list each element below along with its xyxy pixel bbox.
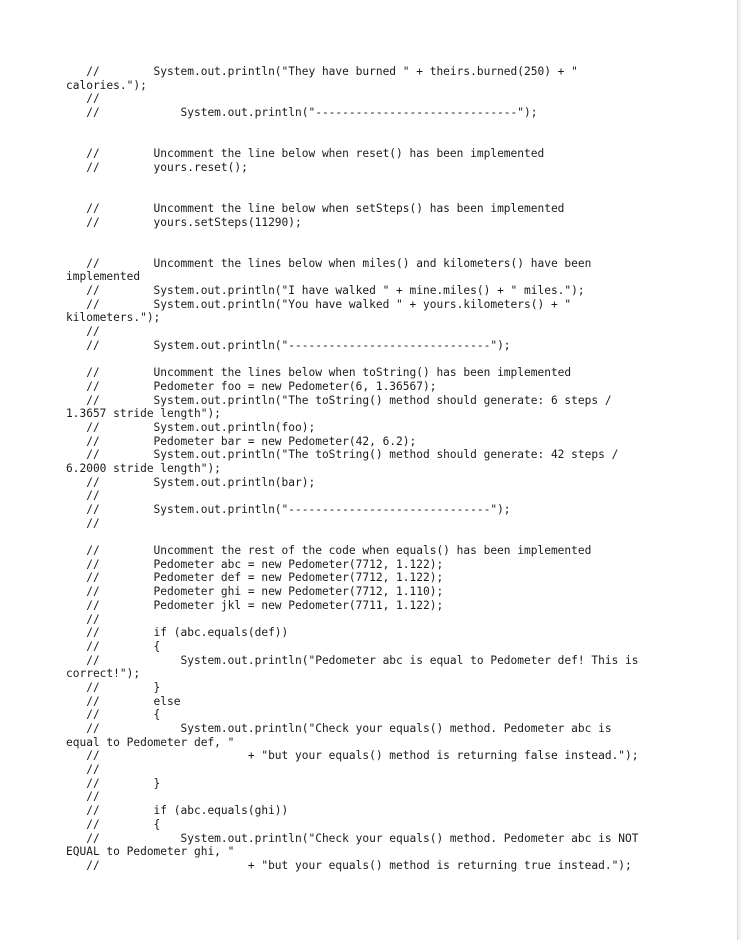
code-line xyxy=(66,530,639,544)
code-line: // xyxy=(66,92,100,106)
code-line: // Pedometer jkl = new Pedometer(7711, 1.122); xyxy=(66,598,444,612)
code-line: // System.out.println("Check your equals() method. Pedometer abc is NOT xyxy=(66,831,639,845)
code-line: // System.out.println(bar); xyxy=(66,475,316,489)
code-line xyxy=(66,120,639,134)
code-line xyxy=(66,175,639,189)
code-line: // if (abc.equals(ghi)) xyxy=(66,804,289,818)
code-line: // xyxy=(66,763,100,777)
code-line: calories."); xyxy=(66,78,147,92)
code-line: // System.out.println("------------------------------"); xyxy=(66,338,511,352)
code-line: // xyxy=(66,489,100,503)
code-line: kilometers."); xyxy=(66,311,161,325)
code-line: // System.out.println("I have walked " + mine.miles() + " miles."); xyxy=(66,284,585,297)
code-line xyxy=(66,243,639,257)
code-line: // System.out.println(foo); xyxy=(66,420,316,434)
code-line: // { xyxy=(66,639,161,653)
code-line: // xyxy=(66,325,100,339)
code-line: // System.out.println("The toString() method should generate: 42 steps / xyxy=(66,448,619,462)
code-line: // yours.setSteps(11290); xyxy=(66,215,302,229)
code-line: // Uncomment the lines below when toString() has been implemented xyxy=(66,366,572,380)
code-line: implemented xyxy=(66,270,141,284)
code-listing xyxy=(66,65,639,873)
code-line: // Uncomment the line below when reset() has been implemented xyxy=(66,147,545,161)
code-line: // xyxy=(66,790,100,804)
code-line xyxy=(66,352,639,366)
code-line: // + "but your equals() method is returning true instead."); xyxy=(66,858,632,872)
code-line: // } xyxy=(66,680,161,694)
code-line: // else xyxy=(66,694,181,708)
code-line: // Uncomment the rest of the code when equals() has been implemented xyxy=(66,544,592,558)
code-line: 6.2000 stride length"); xyxy=(66,461,221,475)
code-line xyxy=(66,133,639,147)
code-line: // Uncomment the lines below when miles() and kilometers() have been xyxy=(66,256,592,270)
code-line: // { xyxy=(66,708,161,722)
code-line: // Pedometer def = new Pedometer(7712, 1.122); xyxy=(66,571,444,585)
code-line: // System.out.println("------------------------------"); xyxy=(66,106,538,120)
code-line: // System.out.println("They have burned " + theirs.burned(250) + " xyxy=(66,65,578,78)
code-line xyxy=(66,188,639,202)
code-line: // xyxy=(66,612,100,626)
code-line: // System.out.println("------------------------------"); xyxy=(66,503,511,516)
code-line: 1.3657 stride length"); xyxy=(66,407,221,421)
code-line: correct!"); xyxy=(66,667,141,681)
code-line xyxy=(66,229,639,243)
code-line: // Pedometer foo = new Pedometer(6, 1.36567); xyxy=(66,379,437,393)
code-line: EQUAL to Pedometer ghi, " xyxy=(66,845,235,859)
code-line: // System.out.println("The toString() method should generate: 6 steps / xyxy=(66,393,612,407)
code-line: // Pedometer abc = new Pedometer(7712, 1.122); xyxy=(66,557,444,571)
code-line: // { xyxy=(66,817,161,831)
code-line: // System.out.println("Pedometer abc is equal to Pedometer def! This is xyxy=(66,653,639,667)
code-line: // Uncomment the line below when setSteps() has been implemented xyxy=(66,201,565,215)
code-line: // xyxy=(66,516,100,530)
code-line: // yours.reset(); xyxy=(66,160,248,174)
code-line: // System.out.println("Check your equals() method. Pedometer abc is xyxy=(66,722,612,735)
code-line: // Pedometer bar = new Pedometer(42, 6.2); xyxy=(66,434,417,448)
code-line: equal to Pedometer def, " xyxy=(66,735,235,749)
code-line: // System.out.println("You have walked " + yours.kilometers() + " xyxy=(66,297,572,311)
code-line: // if (abc.equals(def)) xyxy=(66,626,289,640)
code-line: // + "but your equals() method is returning false instead."); xyxy=(66,749,639,763)
code-line: // } xyxy=(66,776,161,790)
code-line: // Pedometer ghi = new Pedometer(7712, 1.110); xyxy=(66,585,444,599)
